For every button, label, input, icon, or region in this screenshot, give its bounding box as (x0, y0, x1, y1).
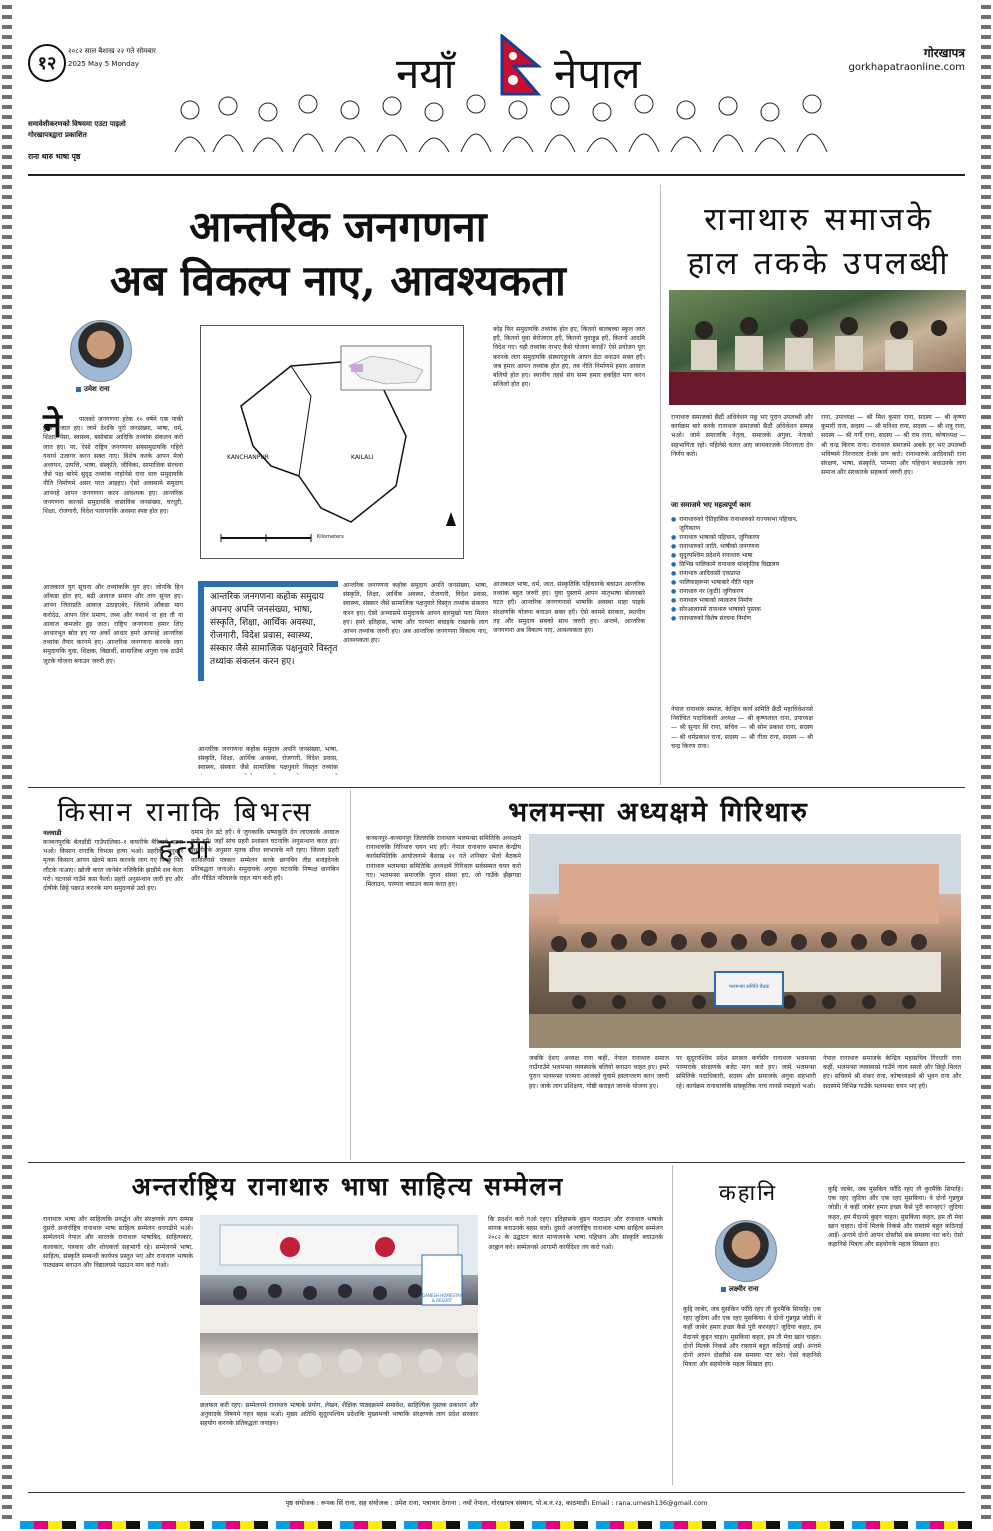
bullet-icon: ● (671, 606, 677, 613)
article6-col2: कुद्दि जाबेर, जब मुसकिन फाँदि रहए तौ कुरमैकि सिपाहि। एक रहए जुदिया और एक रहए मुसकिया। वे दोनों गुन्नघुन्न जोडीं। वे कहीं जाबेर हमार इच्छा कैसे पुरी करनहए? जुदिया कहत, हम मैदानमे कुद्दन चाहत। मुसकिया कहत, हम तौ मेवा खान चाहत। दोनों मिलके निकसे और रास्तामे बहुत कठिनाई आइँ। अन्तमे दोनों आपन दोस्तीसे सब समस्या पार करे। ऐसो कहानिसे मित्रता और सहयोगके महत्व सिखात हए। (828, 1186, 963, 1249)
article3-col2: दमाम देन डटे हएँ। वे जुगकाकि प्रष्पाकुति देन लाएकाके आवाज करी हएँ। जहाँ सांच प्रहरी प्रशासन घटनाकि अनुसन्धान करत हए। स्थानीयके अनुसार मृतक सीधा स्वभावके मनै रहए। जिल्ला प्रहरी कार्यालयसे पत्रकार सम्मेलन करके छानबिन तीव्र बनाइदेनके प्रतिबद्धता जनाओ। समुदायके अगुवा घटनाकि निष्पक्ष छानबिन और पीडित परिवारके राहत माग करी हएँ। (191, 829, 339, 883)
divider-1 (28, 787, 965, 788)
map-label-kailali: KAILALI (351, 454, 374, 461)
list-item-text: पालिकाहरूमा भाषाबारे नीति पहल (679, 579, 754, 586)
article3-headline: किसान रानाकि बिभत्स हत्या (57, 797, 314, 865)
article1-col2: आजकाल युग सूचना और तथ्यांककि युग हए। जोनकि हिन आँकडा होत हए, बढी आवाज समान और ताग सुनत हए। आपन जिताप्रति आवाज उठाइएबेर, जिताथे आँकडा माग करोदेउ, आपन तिन प्रमाण, तथ्य और यथार्थ ना हत तौ ना आवाज कमजोर हुइ जात। राष्ट्रिय जनगणना हमार लिए आधारभूत स्रोत हए पर अर्को आधार हमरे आपनहे आन्तरिक तथ्यांक तैयार करनमे हए। आन्तरिक जनगणना करनके लाग समुदायकि युवा, शिक्षक, विद्यार्थी, सामाजिक अगुवा एक ठाउँमे जुटके योजना बनाउन जरुरी हए। (43, 584, 183, 665)
crowd-illustration (170, 90, 850, 152)
article-language-conference (28, 1165, 668, 1485)
conference-photo (200, 1215, 478, 1395)
author-caption (721, 1285, 759, 1294)
list-item-text: रानाथारुको विशेष संरचना निर्माण (679, 615, 752, 622)
article6-col1: कुद्दि जाबेर, जब मुसकिन फाँदि रहए तौ कुरमैकि सिपाहि। एक रहए जुदिया और एक रहए मुसकिया। वे दोनों गुन्नघुन्न जोडीं। वे कहीं जाबेर हमार इच्छा कैसे पुरी करनहए? जुदिया कहत, हम मैदानमे कुद्दन चाहत। मुसकिया कहत, हम तौ मेवा खान चाहत। दोनों मिलके निकसे और रास्तामे बहुत कठिनाई आइँ। अन्तमे दोनों आपन दोस्तीसे सब समस्या पार करे। ऐसो कहानिसे मित्रता और सहयोगके महत्व सिखात हए। (683, 1306, 821, 1369)
brand-name: गोरखापत्र (923, 46, 965, 60)
date-nepali: २०८२ साल बैशाख २२ गते सोमबार (68, 47, 156, 55)
article-internal-census (28, 185, 648, 785)
article1-col5: आजकाल भाषा, धर्म, जात, संस्कृतिकि पहिचानके बचाउन आन्तरिक तथ्यांक बहुत जरुरी हए। युवा पुस्तामे आपन मातृभाषा बोलनबारे घटत हएँ। आन्तरिक जनगणनासे भाषाकि अवस्था थाहा पाइके संरक्षणकि योजना बनाउन सक्त हएँ। ऐसे काममे सरकार, स्थानीय तह और समुदाय सबको साथ जरुरी हए। अन्तमे, आन्तरिक जनगणना अब विकल्प नाए, आवश्यकता हए। (493, 581, 645, 635)
article1-headline-line2: अब विकल्प नाए, आवश्यकता (110, 256, 566, 305)
list-item (671, 515, 813, 533)
article-story (672, 1165, 966, 1485)
list-item (671, 533, 813, 542)
article3-dateline: नलवाडी (43, 829, 62, 837)
tagline-2: गोरखापत्रद्वारा प्रकाशित (28, 131, 87, 139)
registration-mark-bottom (20, 1521, 973, 1529)
title-right: नेपाल (554, 49, 641, 98)
list-item-text: रानाथारु आदिवासी एकप्राप्त (679, 570, 741, 577)
footer-credits: पृष्ठ संयोजक : रूपक सिं राना, सह संयोजक : उमेश राना, पत्राचार ठेगाना : नयाँ नेपाल, गोरखापत्र संस्थान, पो.ब.नं.२३, काठमाडौं। Email : rana.umesh136@gmail.com (285, 1499, 708, 1507)
article1-col3: आन्तरिक जनगणना कहोक समुदाय अपनि जनसंख्या, भाषा, संस्कृति, शिक्षा, आर्थिक अवस्था, रोजगारी, विदेश प्रवास, स्वास्थ्य, संस्कार जैसे सामाजिक पक्षनुवारे विस्तृत तथ्यांक संकलन करन हए। ऐसो अभ्यासमे समुदायके आपन बारमुखो पता मिलत हए। हमरे इतिहास, भाषा और परम्परा बचाइके राखनके लाग आपन तथ्यांक जरुरी हए। अब आन्तरिक जनगणना विकल्प नाए, आवश्यकता हए। (343, 582, 488, 645)
tagline-1: समावेशीकरणको विषयमा एउटा पाइलो (28, 120, 126, 128)
article2-col1: रानाथारु समाजको छैठौं अधिवेशन पछु भए पुरान उपलब्धी और कार्यक्रम बारे करके रानाथारु समाजको छैठौं अधिवेशन सम्पन्न भओ। जामे समाजकि नेतृत्व, समाजके अगुवा, नेताको सहभागिता रहो। पहिलेसे चलत आए कामकाजके निरन्तरता देन निर्णय करो। (671, 414, 813, 458)
article2-col2: नेपाल रानाथारु समाज, केन्द्रिय कार्य समिति छैठौं महाधिवेशनसे निर्वाचित पदाधिकारी अध्यक्ष — श्री कृष्णलाल राना, उपाध्यक्ष — श्री सुन्दर सिं राना, सचिव — श्री सोम प्रकाश राना, सदस्य — श्री धर्मप्रकाश राना, सदस्य — श्री गीता राना, सदस्य — श्री चन्द्र किरण राना। (671, 706, 813, 750)
author-name: लक्ष्मीर राना (729, 1285, 759, 1293)
article6-headline: कहानि (718, 1181, 778, 1206)
list-item-text: विभिन्न पालिकामे रानाथारु सांस्कृतिक विद्यालय (679, 561, 780, 568)
list-item-text: रानाथारुको ऐतिहासिक रानाथारुको राज्यसभा पहिचान, जुगिकरण (679, 516, 798, 532)
article1-col3b: आन्तरिक जनगणना कहोक समुदाय अपनि जनसंख्या, भाषा, संस्कृति, शिक्षा, आर्थिक अवस्था, रोजगारी, विदेश प्रवास, स्वास्थ्य, संस्कार जैसे सामाजिक पक्षनुवारे विस्तृत तथ्यांक (198, 746, 338, 772)
dropcap: ने (43, 406, 62, 446)
author-name: उमेश राना (84, 385, 110, 393)
banner-caption: GANESH HOMESTAY & RESORT (422, 1293, 462, 1303)
article2-col3: राना, उपाध्यक्ष — श्री मिश कुमार राना, सदस्य — श्री कृष्णा कुमारी राना, सदस्य — श्री मनिशा राना, सदस्य — श्री शत्रु राना, सदस्य — श्री गर्गी राना, सदस्य — श्री राम राना, कोषाध्यक्ष — श्री चन्द्र किरण राना। रानाथारु समाजमे अबके हर भए उपलब्धी भविष्यमे निरन्तरता देनके प्रण करो। रानाथारुके आदिवासी राना संरक्षण, भाषा, संस्कृति, परम्परा और पहिचान बचाउनके लाग समाज और सरकारके सहकार्य जरुरी हए। (821, 414, 966, 477)
page-number: १२ (28, 44, 66, 82)
site-link[interactable]: gorkhapatraonline.com (848, 62, 965, 73)
article5-col2: छलफल करी रहए। सम्मेलनमे रानाथारु भाषाके प्रयोग, लेखन, शैक्षिक पाठ्यक्रममे समावेश, साहित्यिक पुस्तक प्रकाशन और अनुवादके विषयमे गहन बहस भओ। मुख्य अतिथि सुदूरपश्चिम प्रदेशकि मुख्यमन्त्री भाषाकि संरक्षणके लाग प्रदेश सरकार सहयोग करनके प्रतिबद्धता जनाइन। (200, 1402, 478, 1428)
date-english: 2025 May 5 Monday (68, 60, 140, 68)
article5-col3: कि प्रदर्शन करो गओ रहए। इतिहासके बुडन पल्टाउन और रानाथारु भाषाके मानक बनाउनके बहस चलो। दुसरो अन्तर्राष्ट्रिय रानाथारु भाषा साहित्य सम्मेलन २०८२ के उद्घाटन करत मान्यजनके भाषा पहिचान और संस्कृति बचाउनके आह्वान करे। सम्मेलनसे आगामी कार्यदिशा तय करो गओ। (488, 1216, 663, 1251)
author-photo (70, 320, 132, 382)
list-item-text: सोरआलापसे रानाथारु भाषाको पुस्तक (679, 606, 761, 613)
article4-col1: कञ्चनपुर–कञ्चनपुर जिल्लाकि रानाथारु भलमन्सा समितिकि अध्यक्षमे रानाथारुकि गिरिथारु चयन भए हएँ। नेपाल रानाथारु समाज केन्द्रीय कार्यसमितिकि आयोजनामे बैशाख २१ गते शनिबार भैलो बैठकमे रानाथारु भलमन्सा समितिकि अध्यक्षमे गिरिथारु सर्वसम्मत चयन करो गए। भलमन्सा समाजकि पुरान संस्था हए, जो गाउँके झैझगडा मिलाउन, परम्परा बचाउन काम करत हए। (366, 835, 521, 889)
article1-col1: पालको जनगणना हरेक १० वर्षमे एक पाकी हुआे जात हए। जामे देशकि पुरो जनसंख्या, भाषा, धर्म, शिक्षा, पेसा, स्वास्थ्य, बसोबास आदिकि तथ्यांक संकलन करो जात हए। पर, ऐसो राष्ट्रिय जनगणना सबसमुदायकि गहिरो यथार्थ उजागर करन सक्त नाए। विशेष करके आपन मेजो अध्ययन, उत्पत्ति, भाषा, संस्कृति, जीविका, सामाजिक संरचना जैसे पक्ष बारेमे सुदृढ तथ्यांक नाहोनेसे राना थारु समुदायकि नीति निर्माणमे असर परत आइहए। ऐसो अवस्थामे समुदाय आपनहे आपन जनगणना करन आवश्यक हए। आन्तरिक जनगणना करनसे समुदायकि वास्तविक जनसंख्या, घरधुरी, शिक्षा, रोजगारी, विदेश पलायनकि अवस्था स्पष्ट होत हए। (43, 416, 183, 516)
caption-square-icon (76, 387, 81, 392)
article4-col2: जबकि देशए अध्यक्ष राना कहीं, नेपाल रानाथारु समाज गाउँगाउँमे भलमन्सा व्यवस्थाके बलियो बनाउन चाहत हए। हमरे पुरान भलमन्सा परम्परा आजको युवामे हस्तान्तरण करन जरुरी हए। जाके लाग प्रशिक्षण, गोष्ठी कराइत जानके योजना हए। (529, 1055, 669, 1090)
caption-square-icon (721, 1287, 726, 1292)
author-photo (715, 1220, 777, 1282)
masthead-rule (28, 174, 965, 176)
masthead (0, 0, 993, 180)
group-photo (529, 834, 961, 1048)
bullet-icon: ● (671, 543, 677, 550)
article3-col1: कञ्चनपुरकि बेलडाँडी गाउँपालिका–१ कफरीके बैरियामे घटना भओ। किसान रानाकि विभत्स हत्या भओ। प्रहरीके अनुसार मृतक किसान आपन खेतमे काम करनके लाग गए पिच्छु फिर लौटके नाआए। खोजी करत जानेबेर नजिकैकि झाडीमे शव फेला परो। घटनासे गाउँमे त्रास फैलो। प्रहरी अनुसन्धान जारी हए और दोषीके छिट्टे पक्राउ करनके माग समुदायसे उठो हए। (43, 839, 183, 893)
article-bhalmansa (350, 790, 966, 1160)
list-item (671, 542, 813, 551)
article1-headline-line1: आन्तरिक जनगणना (189, 202, 487, 251)
achievement-list (671, 515, 813, 623)
list-item-text: सुदूरपश्चिम प्रदेशमे रानाथारु भाषा (679, 552, 753, 559)
list-item (671, 587, 813, 596)
list-item-text: रानाथारु भाषाको पहिचान, जुगिकरण (679, 534, 760, 541)
pull-quote-text: आन्तरिक जनगणना कहोक समुदाय अपनए अपनि जनसंख्या, भाषा, संस्कृति, शिक्षा, आर्थिक अवस्था, रोजगारी, विदेश प्रवास, स्वास्थ्य, संस्कार जैसे सामाजिक पक्षनुवारे विस्तृत तथ्यांक संकलन करन हए। (210, 592, 338, 667)
list-item (671, 569, 813, 578)
article-achievements (660, 185, 966, 785)
bullet-icon: ● (671, 579, 677, 586)
conference-stage-illustration (200, 1215, 478, 1395)
title-left: नयाँ (396, 49, 455, 98)
list-item-text: रानाथारु नर (कुटी) जुगिकरण (679, 588, 744, 595)
bullet-icon: ● (671, 561, 677, 568)
author-caption (76, 385, 110, 394)
bullet-icon: ● (671, 597, 677, 604)
section-label: राना थारु भाषा पृष्ठ (28, 152, 81, 161)
list-item (671, 578, 813, 587)
bullet-icon: ● (671, 588, 677, 595)
registration-mark-right (981, 5, 991, 1525)
article2-headline-line1: रानाथारु समाजके (704, 200, 934, 238)
article2-subhead: जा समाजमे भए महत्वपूर्ण काम (671, 501, 751, 509)
map-label-km: Kilometers (317, 534, 344, 540)
meeting-photo (669, 290, 966, 405)
meeting-people-illustration (669, 290, 966, 405)
pull-quote (198, 581, 338, 681)
list-item (671, 614, 813, 623)
bullet-icon: ● (671, 516, 677, 523)
list-item-text: रानाथारुको जाति, भाषीको जनगणना (679, 543, 760, 550)
map-label-kanchanpur: KANCHANPUR (227, 454, 269, 461)
list-item-text: रानाथारु भाषाको व्याकरण निर्माण (679, 597, 753, 604)
registration-mark-left (2, 5, 12, 1525)
article-murder (28, 790, 343, 1160)
bullet-icon: ● (671, 570, 677, 577)
article4-col3: पर सुदूरपश्चिम प्रदेश सरकार कर्णसँग रानाथारु भलमन्सा परम्पराके संरक्षणके बजेट माग करो हए। जामे भलमन्सा समितिके पदाधिकारी, सदस्य और समाजके अगुवा सहभागी रहे। कार्यक्रम रानाथारुकि सांस्कृतिक नाच गानसे रमाइलो भओ। (676, 1055, 816, 1090)
list-item (671, 560, 813, 569)
article5-col1: रानाथारु भाषा और साहित्यकि प्रवर्द्धन और संरक्षणके लाग सम्पन्न दुसरो अन्तर्राष्ट्रिय रानाथारु भाषा साहित्य सम्मेलन धनगढीमे भओ। सम्मेलनमे नेपाल और भारतके रानाथारु भाषाबिद, साहित्यकार, कलाकार, पत्रकार और शोधकर्ता सहभागी रहे। सम्मेलनमे भाषा, साहित्य, संस्कृति सम्बन्धी कार्यपत्र प्रस्तुत भए और रानाथारु भाषाके पाठ्यक्रम बनाउन और विद्यालयमे पढाउन माग करो गओ। (43, 1216, 193, 1270)
article1-col4: कोइ फिर समुदायकि तथ्यांक होत हए, कितनो बालबच्चा स्कुल जात हएँ, कितनो युवा बेरोजगार हएँ, कितनो युवाहुन्न हएँ, कितनो आदमि विदेश गए। यही तथ्यांक नाभए कैसे योजना बनाइँ? ऐसे प्रयोजन पूरा करनके लाग समुदायकि संस्थाएहुनके आपन डेटा बनाउन सक्त हएँ। जब हमार आपन तथ्यांक होत हए, तब नीति निर्माणमे हमार आवाज बलियो होत हए। स्थानीय तहसे संघ सम्म हमार हकहित माग करन सजिलो होत हए। (493, 326, 645, 389)
article2-headline-line2: हाल तकके उपलब्धी (687, 244, 951, 282)
district-map (200, 325, 464, 559)
divider-2 (28, 1162, 965, 1163)
list-item (671, 596, 813, 605)
article4-col4: नेपाल रानाथारु समाजके केन्द्रिय महासचिव गिरधारि राना कहीं, भलमन्सा व्यवस्थासे गाउँमे न्याय सस्तो और छिट्टो मिलत हए। सचिवमे श्री शंकर राना, कोषाध्यक्षमे श्री भुवन राना और सदस्यमे विभिन्न गाउँके भलमन्सा चयन भए हएँ। (823, 1055, 961, 1090)
bullet-icon: ● (671, 534, 677, 541)
nepal-flag-icon (498, 34, 542, 96)
banner-caption: भलमन्सा समिति बैठक (728, 984, 770, 990)
map-outline (201, 326, 463, 558)
list-item (671, 605, 813, 614)
article5-headline: अन्तर्राष्ट्रिय रानाथारु भाषा साहित्य सम्मेलन (131, 1172, 565, 1201)
bullet-icon: ● (671, 615, 677, 622)
bullet-icon: ● (671, 552, 677, 559)
article4-headline: भलमन्सा अध्यक्षमे गिरिथारु (508, 797, 809, 828)
list-item (671, 551, 813, 560)
footer-rule (28, 1492, 965, 1493)
group-people-illustration (529, 834, 961, 1048)
